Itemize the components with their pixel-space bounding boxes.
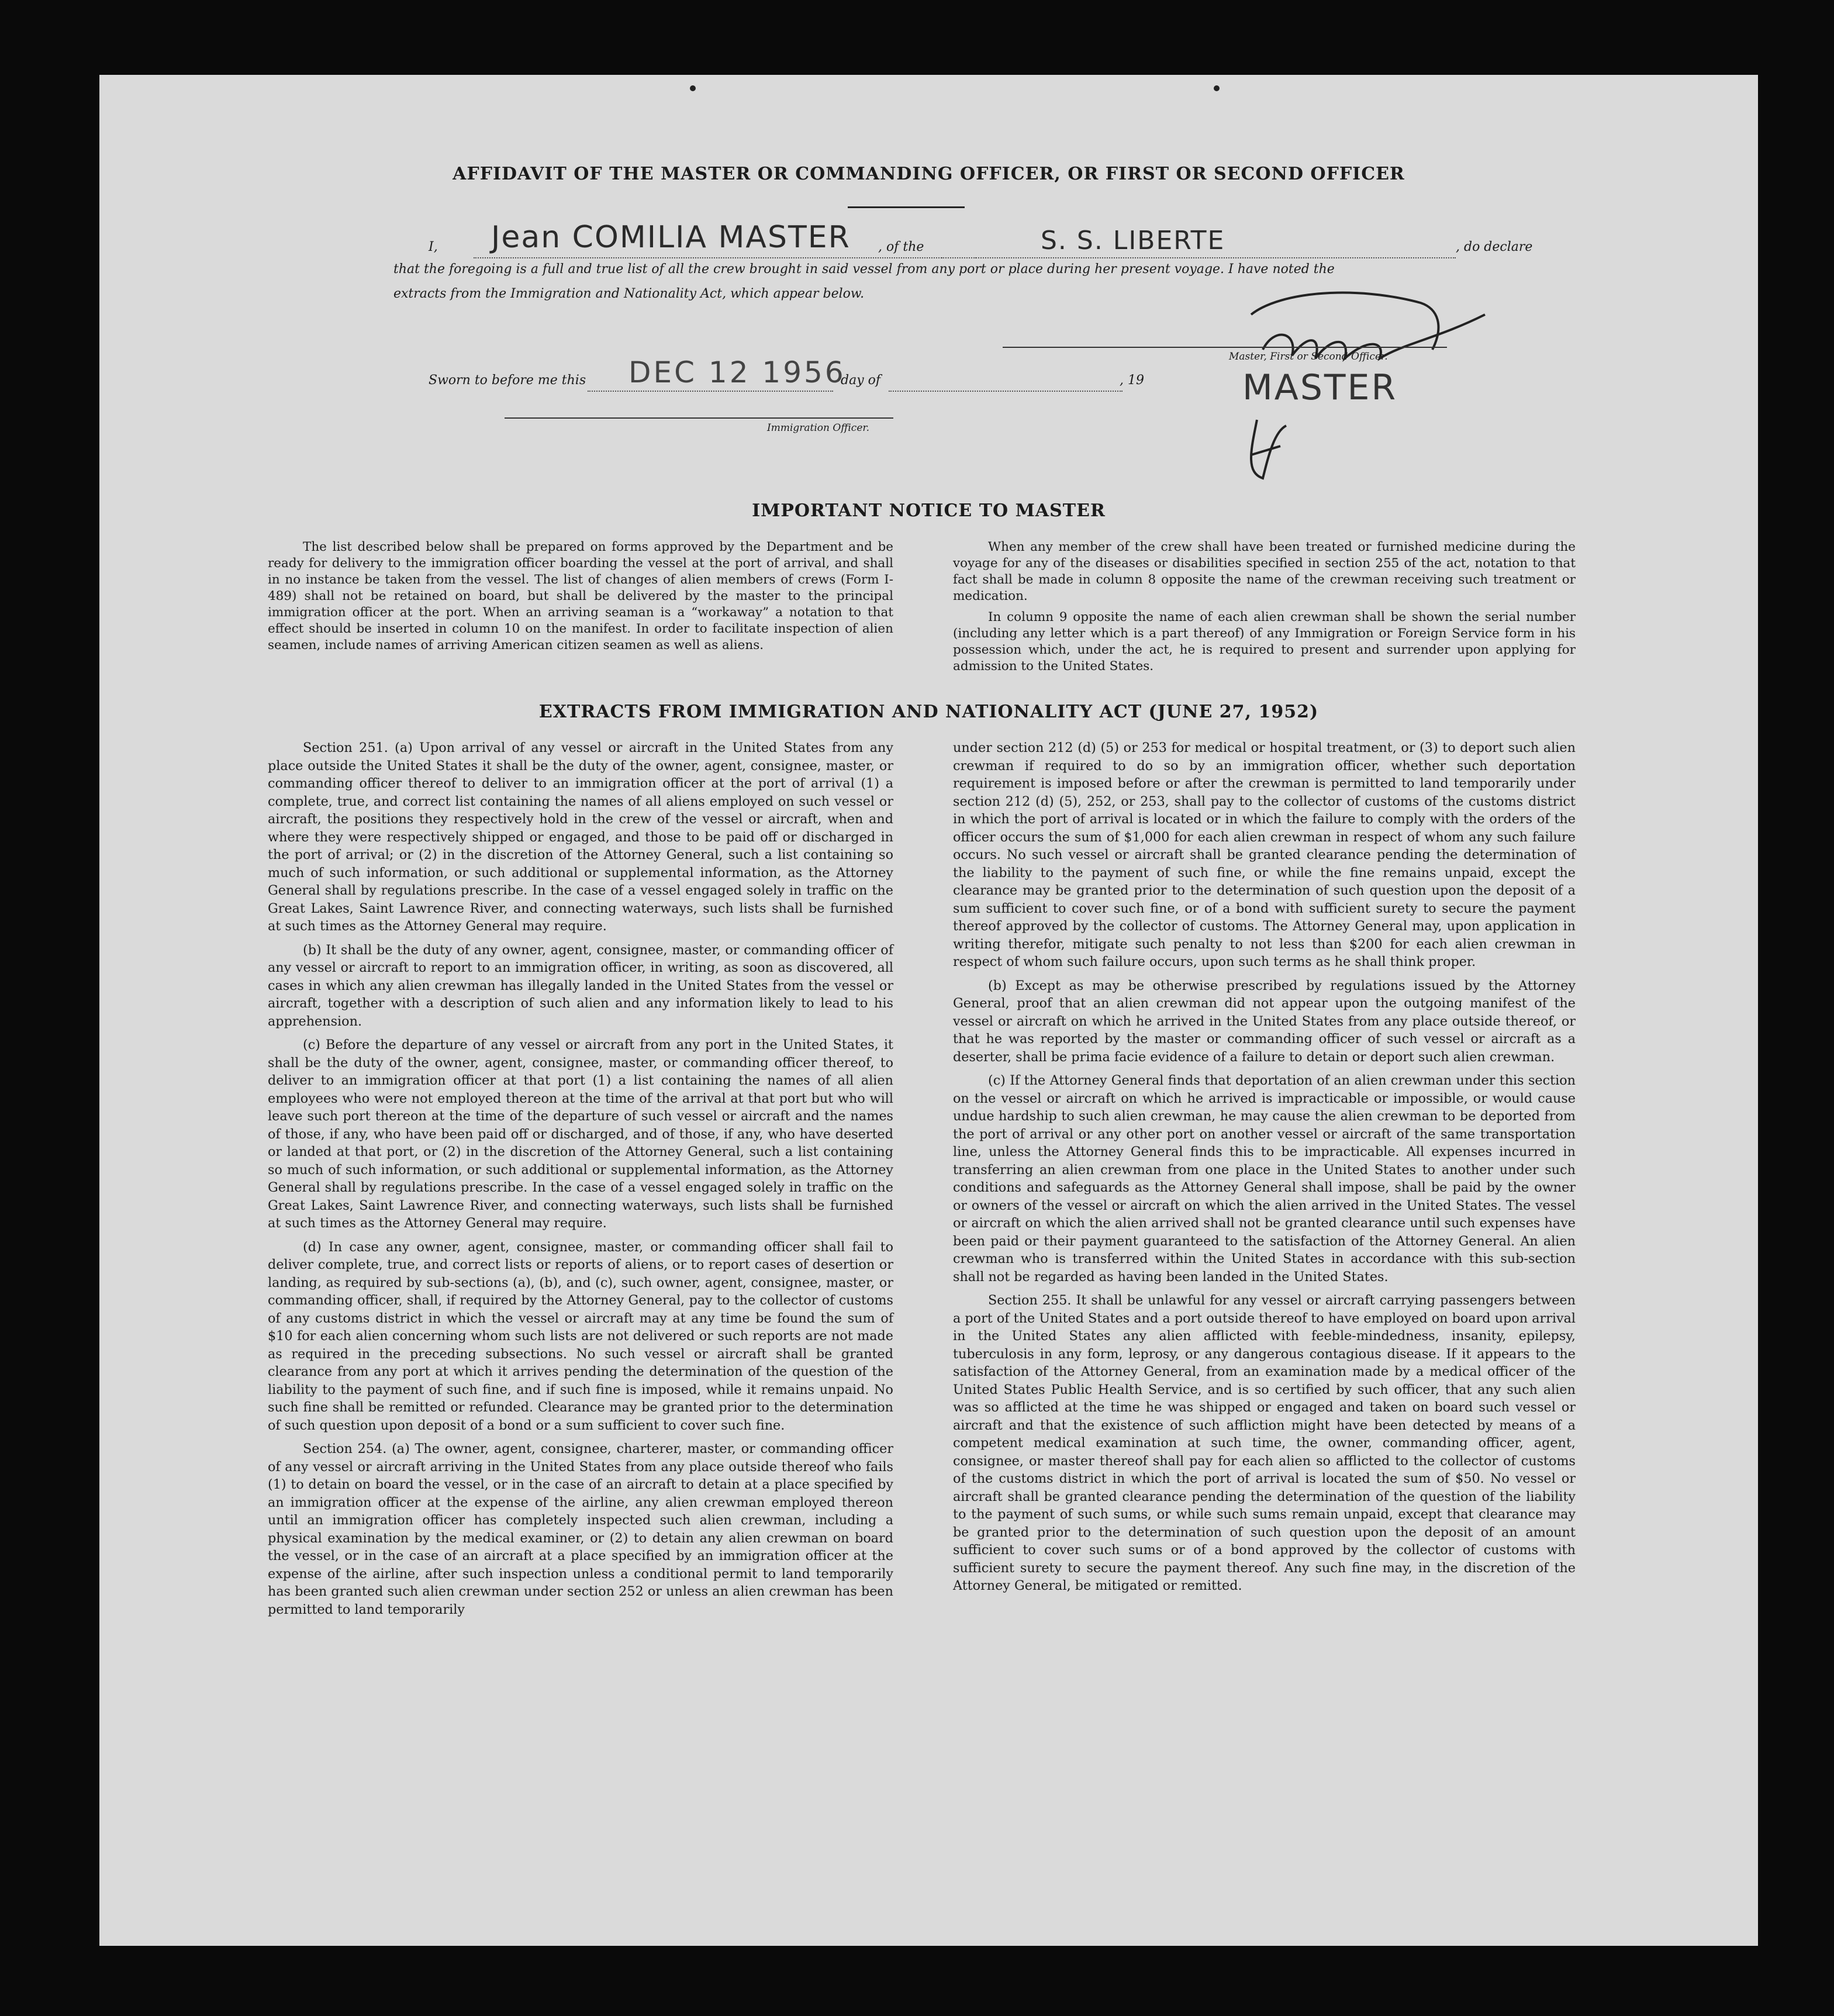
section-251c-paragraph: (c) Before the departure of any vessel or aircraft from any port in the United States, it shall be the duty of the owner, agent, consignee, master, or commanding officer thereof, to deliver to an immigration officer at that port (1) a list containing the names of all alien employees who were not employed thereon at the time of the arrival at that port but who will leave such port thereon at the time of the departure of such vessel or aircraft and the names of those, if any, who have been paid off or discharged, and of those, if any, who have deserted or landed at that port, or (2) in the discretion of the Attorney General, such a list containing so much of such information, or such additional or supplemental information, as the Attorney General shall by regulations prescribe. In the case of a vessel engaged solely in traffic on the Great Lakes, Saint Lawrence River, and connecting waterways, such lists shall be furnished at such times as the Attorney General may require. [268,1037,893,1231]
master-signature-line [1003,347,1447,348]
section-251a-paragraph: Section 251. (a) Upon arrival of any vessel or aircraft in the United States from any place outside the United States it shall be the duty of the owner, agent, consignee, master, or commanding officer thereof to deliver to an immigration officer at the port of arrival (1) a complete, true, and correct list containing the names of all aliens employed on such vessel or aircraft, the positions they respectively hold in the crew of the vessel or aircraft, when and where they were respectively shipped or engaged, and those to be paid off or discharged in the port of arrival; or (2) in the discretion of the Attorney General, such a list containing so much of such information, or such additional or supplemental information, as the Attorney General shall by regulations prescribe. In the case of a vessel engaged solely in traffic on the Great Lakes, Saint Lawrence River, and connecting waterways, such lists shall be furnished at such times as the Attorney General may require. [268,740,893,934]
of-the-label: , of the [878,240,924,254]
master-caption: Master, First or Second Officer. [1229,351,1388,363]
sworn-date-line [588,391,833,392]
notice-right-paragraph-2: In column 9 opposite the name of each alien crewman shall be shown the serial number (including any letter which is a part thereof) of any Immigration or Foreign Service form in his possession which, under the act, he is required to present and surrender upon applying for admission to the United States. [953,610,1576,674]
section-254a-continued-paragraph: under section 212 (d) (5) or 253 for medical or hospital treatment, or (3) to deport such alien crewman if required to do so by an immigration officer, whether such deportation requirement is imposed before or after the crewman is permitted to land temporarily under section 212 (d) (5), 252, or 253, shall pay to the collector of customs of the customs district in which the port of arrival is located or in which the failure to comply with the orders of the officer occurs the sum of $1,000 for each alien crewman in respect of whom any such failure occurs. No such vessel or aircraft shall be granted clearance pending the determination of the liability to the payment of such fine, or while the fine remains unpaid, except the clearance may be granted prior to the determination of such question upon the deposit of a sum sufficient to cover such fine, or of a bond with sufficient surety to secure the payment thereof approved by the collector of customs. The Attorney General may, upon application in writing therefor, mitigate such penalty to not less than $200 for each alien crewman in respect of whom such failure occurs, upon such terms as he shall think proper. [953,740,1576,969]
section-255-paragraph: Section 255. It shall be unlawful for any vessel or aircraft carrying passengers between a port of the United States and a port outside thereof to have employed on board upon arrival in the United States any alien afflicted with feeble-mindedness, insanity, epilepsy, tuberculosis in any form, leprosy, or any dangerous contagious disease. If it appears to the satisfaction of the Attorney General, from an examination made by a medical officer of the United States Public Health Service, and is so certified by such officer, that any such alien was so afflicted at the time he was shipped or engaged and taken on board such vessel or aircraft and that the existence of such affliction might have been detected by means of a competent medical examination at such time, the owner, commanding officer, agent, consignee, or master thereof shall pay for each alien so afflicted to the collector of customs of the customs district in which the port of arrival is located the sum of $50. No vessel or aircraft shall be granted clearance pending the determination of the question of the liability to the payment of such sums, or while such sums remain unpaid, except that clearance may be granted prior to the determination of such question upon the deposit of an amount sufficient to cover such sums or of a bond approved by the collector of customs with sufficient surety to secure the payment thereof. Any such fine may, in the discretion of the Attorney General, be mitigated or remitted. [953,1293,1576,1593]
notice-left-paragraph: The list described below shall be prepared on forms approved by the Department and be ready for delivery to the immigration officer boarding the vessel at the port of arrival, and shall in no instance be taken from the vessel. The list of changes of alien members of crews (Form I-489) shall not be retained on board, but shall be delivered by the master to the principal immigration officer at the port. When an arriving seaman is a “workaway” a notation to that effect should be inserted in column 10 on the manifest. In order to facilitate inspection of alien seamen, include names of arriving American citizen seamen as well as aliens. [268,540,893,653]
notice-right-paragraph-1: When any member of the crew shall have been treated or furnished medicine during the voyage for any of the diseases or disabilities specified in section 255 of the act, notation to that fact shall be made in column 8 opposite the name of the crewman receiving such treatment or medication. [953,540,1576,603]
punch-mark [1214,85,1220,91]
affidavit-line-2: that the foregoing is a full and true list of all the crew brought in said vessel from any port or place during her present voyage. I have noted the [393,262,1335,277]
section-254a-paragraph: Section 254. (a) The owner, agent, consignee, charterer, master, or commanding officer of any vessel or aircraft arriving in the United States from any place outside thereof who fails (1) to detain on board the vessel, or in the case of an aircraft to detain at a place specified by an immigration officer at the expense of the airline, any alien crewman employed thereon until an immigration officer has completely inspected such alien crewman, including a physical examination by the medical examiner, or (2) to detain any alien crewman on board the vessel, or in the case of an aircraft at a place specified by an immigration officer at the expense of the airline, after such inspection unless a conditional permit to land temporarily has been granted such alien crewman under section 252 or unless an alien crewman has been permitted to land temporarily [268,1441,893,1617]
extracts-title: EXTRACTS FROM IMMIGRATION AND NATIONALITY ACT (JUNE 27, 1952) [538,702,1319,722]
vessel-line [941,257,1456,258]
officer-signature-line [505,417,893,419]
section-251b-paragraph: (b) It shall be the duty of any owner, agent, consignee, master, or commanding officer of any vessel or aircraft to report to an immigration officer, in writing, as soon as discovered, all cases in which any alien crewman has illegally landed in the United States from the vessel or aircraft, together with a description of such alien and any information likely to lead to his apprehension. [268,942,893,1029]
master-stamp: MASTER [1242,367,1398,408]
affidavit-line-3: extracts from the Immigration and Nationality Act, which appear below. [393,286,865,301]
notice-right-column [953,539,1576,679]
do-declare-label: , do declare [1456,240,1533,254]
officer-caption: Immigration Officer. [767,422,870,434]
month-line [889,391,1122,392]
notice-title: IMPORTANT NOTICE TO MASTER [752,500,1106,521]
document-page [99,75,1758,1946]
year-label: , 19 [1120,373,1144,388]
punch-mark [690,85,696,91]
sworn-label: Sworn to before me this [429,373,586,388]
name-line [474,257,976,258]
notice-left-column [268,539,893,658]
vessel-name: S. S. LIBERTE [1041,226,1225,256]
title-rule [848,206,965,208]
master-name: Jean COMILIA MASTER [491,220,851,255]
affidavit-prefix: I, [429,240,438,254]
extracts-left-column [268,739,893,1624]
section-251d-paragraph: (d) In case any owner, agent, consignee, master, or commanding officer shall fail to deliver complete, true, and correct lists or reports of aliens, or to report cases of desertion or landing, as required by sub-sections (a), (b), and (c), such owner, agent, consignee, master, or commanding officer, shall, if required by the Attorney General, pay to the collector of customs of any customs district in which the vessel or aircraft may at any time be found the sum of $10 for each alien concerning whom such lists are not delivered or such reports are not made as required in the preceding subsections. No such vessel or aircraft shall be granted clearance from any port at which it arrives pending the determination of the question of the liability to the payment of such fine, and if such fine is imposed, while it remains unpaid. No such fine shall be remitted or refunded. Clearance may be granted prior to the determination of such question upon deposit of a bond or a sum sufficient to cover such fine. [268,1239,893,1433]
extracts-right-column [953,739,1576,1601]
affidavit-title: AFFIDAVIT OF THE MASTER OR COMMANDING OFFICER, OR FIRST OR SECOND OFFICER [453,164,1405,184]
sworn-date-stamp: DEC 12 1956 [628,355,846,389]
section-254b-paragraph: (b) Except as may be otherwise prescribed by regulations issued by the Attorney General, proof that an alien crewman did not appear upon the outgoing manifest of the vessel or aircraft on which he arrived in the United States from any place outside thereof, or that he was reported by the master or commanding officer of such vessel or aircraft as a deserter, shall be prima facie evidence of a failure to detain or deport such alien crewman. [953,978,1576,1065]
day-of-label: day of [841,373,881,388]
section-254c-paragraph: (c) If the Attorney General finds that deportation of an alien crewman under this section on the vessel or aircraft on which he arrived is impracticable or impossible, or would cause undue hardship to such alien crewman, he may cause the alien crewman to be deported from the port of arrival or any other port on another vessel or aircraft of the same transportation line, unless the Attorney General finds this to be impracticable. All expenses incurred in transferring an alien crewman from one place in the United States to another under such conditions and safeguards as the Attorney General shall impose, shall be paid by the owner or owners of the vessel or aircraft on which the alien arrived in the United States. The vessel or aircraft on which the alien arrived shall not be granted clearance until such expenses have been paid or their payment guaranteed to the satisfaction of the Attorney General. An alien crewman who is transferred within the United States in accordance with this sub-section shall not be regarded as having been landed in the United States. [953,1073,1576,1285]
